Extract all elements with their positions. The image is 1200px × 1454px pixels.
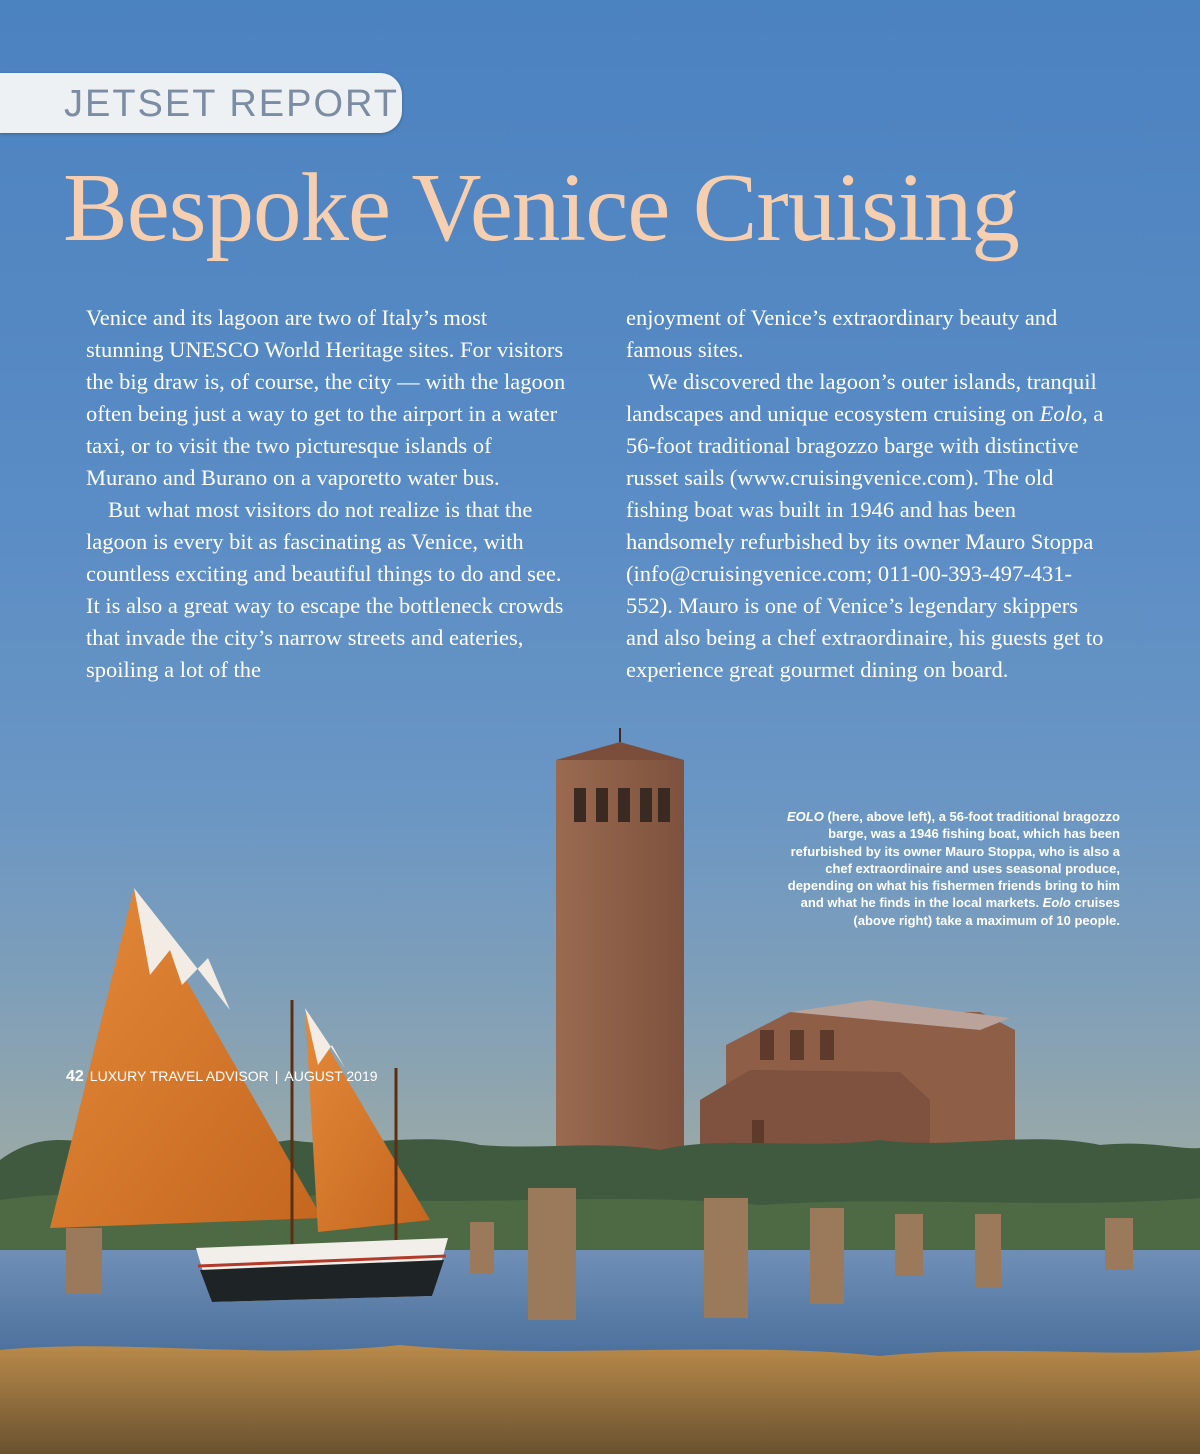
paragraph-text: We discovered the lagoon’s outer islands, tranquil landscapes and unique ecosystem cruising on — [626, 369, 1097, 426]
boat-name: Eolo — [1039, 401, 1083, 426]
basilica — [700, 1000, 1015, 1160]
photo-caption — [780, 808, 1120, 929]
page-footer — [66, 1068, 378, 1086]
paragraph: But what most visitors do not realize is that the lagoon is every bit as fascinating as Venice, with countless exciting and beautiful things to do and see. It is also a great way to escape the bottleneck crowds that invade the city’s narrow streets and eateries, spoiling a lot of the — [86, 497, 564, 682]
publication-name: LUXURY TRAVEL ADVISOR — [89, 1068, 269, 1084]
body-column-left — [86, 302, 566, 686]
caption-boat-name: Eolo — [1042, 895, 1071, 911]
bell-tower — [556, 728, 684, 1170]
lagoon-water — [0, 1250, 1200, 1360]
page-number: 42 — [66, 1068, 84, 1085]
section-label: JETSET REPORT — [64, 83, 399, 125]
paragraph — [626, 366, 1116, 686]
section-tag — [0, 73, 402, 133]
marsh-grass — [0, 1345, 1200, 1454]
caption-text: cruises (above right) take a maximum of 10 people. — [853, 895, 1120, 928]
paragraph: enjoyment of Venice’s extraordinary beauty and famous sites. — [626, 305, 1058, 362]
paragraph-text: , a 56-foot traditional bragozzo barge with distinctive russet sails (www.cruisingvenice.com). The old fishing boat was built in 1946 and has been handsomely refurbished by its owner Mauro Stoppa (info@cruisingvenice.com; 011-00-393-497-431-552). Mauro is one of Venice’s legendary skippers and also being a chef extraordinaire, his guests get to experience great gourmet dining on board. — [626, 401, 1104, 682]
body-column-right — [626, 302, 1116, 686]
issue-date: AUGUST 2019 — [284, 1068, 378, 1084]
caption-lead: EOLO — [787, 809, 824, 824]
caption-text: (here, above left), a 56-foot traditional bragozzo barge, was a 1946 fishing boat, which has been refurbished by its owner Mauro Stoppa, who is also a chef extraordinaire and uses seasonal produce, depending on what his fishermen friends bring to him and what he finds in the local markets. — [787, 809, 1120, 911]
paragraph: Venice and its lagoon are two of Italy’s most stunning UNESCO World Heritage sites. For visitors the big draw is, of course, the city — with the lagoon often being just a way to get to the airport in a water taxi, or to visit the two picturesque islands of Murano and Burano on a vaporetto water bus. — [86, 305, 566, 490]
headline: Bespoke Venice Cruising — [63, 154, 1019, 261]
footer-separator: | — [274, 1068, 279, 1084]
